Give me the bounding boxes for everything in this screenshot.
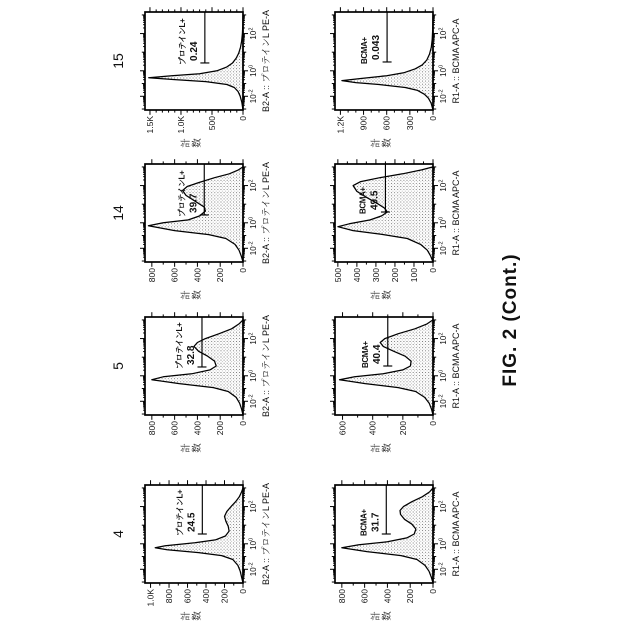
gate-name-label: BCMA+ [358,187,368,215]
x-axis-ticks [140,15,248,109]
y-axis-title: 数 [192,443,203,453]
y-tick-label: 0 [238,589,248,594]
y-tick-label: 400 [201,589,212,604]
gate-value-label: 49.5 [369,190,381,211]
y-tick-label: 800 [146,421,157,436]
y-tick-label: 600 [381,116,392,131]
y-tick-label: 600 [337,421,348,436]
y-axis-title: 数 [192,138,203,148]
plot-box [145,12,243,110]
sample-number-label: 5 [110,362,126,370]
x-axis-title: R1-A :: BCMA APC-A [451,323,461,409]
y-tick-label: 1.0K [175,116,186,134]
histogram-curve [155,488,243,583]
x-tick-label: $10^0$ [248,369,258,382]
y-axis-title: 計 [181,290,192,300]
y-axis-title: 計 [371,290,382,300]
gate-value-label: 0.24 [188,41,200,61]
histogram-plot-b5 [330,312,461,453]
gate-name-label: プロテインL+ [177,170,187,217]
y-tick-label: 0 [428,421,438,426]
y-tick-label: 600 [169,268,180,283]
y-axis-title: 数 [382,290,393,300]
x-axis-title: R1-A :: BCMA APC-A [451,18,461,104]
y-axis-title: 計 [371,138,382,148]
gate-p15 [200,12,209,63]
sample-number-label: 4 [110,530,126,538]
x-tick-label: $10^2$ [248,500,258,513]
y-tick-label: 1.0K [145,589,156,607]
y-axis-title: 数 [382,443,393,453]
y-tick-label: 800 [336,589,347,604]
histogram-plot-b4 [330,480,461,621]
y-axis-title: 数 [382,611,393,621]
x-axis-title: B2-A :: プロテインL PE-A [261,9,271,113]
histogram-plot-p4 [110,480,271,621]
x-tick-label: $10^{-2}$ [248,89,258,104]
histogram-curve [152,320,243,415]
y-tick-label: 200 [215,421,226,436]
x-axis-title: B2-A :: プロテインL PE-A [261,314,271,418]
x-tick-label: $10^{-2}$ [248,394,258,409]
y-tick-label: 1.5K [144,116,155,134]
x-tick-label: $10^{-2}$ [438,241,448,256]
y-tick-label: 400 [367,421,378,436]
histogram-plot-p14 [110,159,271,300]
gate-name-label: BCMA+ [360,341,370,368]
y-tick-label: 0 [428,268,438,273]
y-axis-ticks [150,7,243,115]
histogram-curve [149,15,243,110]
x-tick-label: $10^0$ [248,537,258,550]
gate-value-label: 31.7 [370,512,382,532]
x-tick-label: $10^0$ [248,64,258,77]
histogram-plot-p5 [110,312,271,453]
y-axis-title: 計 [181,443,192,453]
sample-number-label: 14 [110,205,126,221]
x-tick-label: $10^2$ [248,332,258,345]
x-axis-title: R1-A :: BCMA APC-A [451,491,461,577]
y-tick-label: 200 [219,589,230,604]
y-tick-label: 800 [164,589,175,604]
gate-value-label: 32.8 [185,345,197,365]
x-tick-label: $10^{-2}$ [248,241,258,256]
x-tick-label: $10^2$ [438,179,448,192]
gate-name-label: プロテインL+ [177,18,187,65]
y-tick-label: 600 [182,589,193,604]
gate-value-label: 40.4 [371,344,383,364]
histogram-curve [340,320,434,415]
y-tick-label: 300 [370,268,381,283]
gate-name-label: プロテインL+ [174,322,184,369]
y-tick-label: 800 [146,268,157,283]
x-tick-label: $10^2$ [438,332,448,345]
sample-number-label: 15 [110,53,126,69]
x-tick-label: $10^{-2}$ [438,89,448,104]
gate-name-label: BCMA+ [360,37,370,64]
y-tick-label: 0 [238,421,248,426]
y-axis-title: 計 [181,611,192,621]
y-tick-label: 100 [408,268,419,283]
gate-value-label: 24.5 [186,512,198,532]
x-tick-label: $10^0$ [438,369,448,382]
y-axis-title: 数 [382,138,393,148]
y-tick-label: 0 [428,116,438,121]
gate-name-label: プロテインL+ [175,489,185,536]
x-axis-title: B2-A :: プロテインL PE-A [261,482,271,586]
y-tick-label: 1.2K [335,116,346,134]
y-tick-label: 400 [351,268,362,283]
gate-p4 [198,485,207,534]
x-tick-label: $10^2$ [248,27,258,40]
x-tick-label: $10^0$ [438,64,448,77]
histogram-plot-p15 [110,7,271,148]
x-axis-title: B2-A :: プロテインL PE-A [261,161,271,265]
histogram-plot-b15 [330,7,461,148]
y-tick-label: 400 [192,268,203,283]
gate-name-label: BCMA+ [359,509,369,536]
y-tick-label: 600 [359,589,370,604]
histogram-curve [342,488,433,583]
gate-value-label: 0.043 [371,34,383,60]
x-tick-label: $10^2$ [438,500,448,513]
y-axis-title: 数 [192,290,203,300]
x-tick-label: $10^0$ [438,537,448,550]
y-tick-label: 500 [332,268,343,283]
y-tick-label: 300 [404,116,415,131]
y-tick-label: 400 [192,421,203,436]
figure-label: FIG. 2 (Cont.) [500,253,521,387]
plot-box [335,12,433,110]
x-axis-title: R1-A :: BCMA APC-A [451,170,461,256]
y-tick-label: 500 [206,116,217,131]
y-tick-label: 900 [358,116,369,131]
gate-b4 [382,485,391,534]
x-tick-label: $10^2$ [248,179,258,192]
y-tick-label: 0 [428,589,438,594]
x-tick-label: $10^{-2}$ [248,562,258,577]
x-tick-label: $10^0$ [438,216,448,229]
gate-b15 [383,12,392,62]
y-tick-label: 0 [238,116,248,121]
gate-value-label: 39.7 [188,193,200,213]
x-tick-label: $10^0$ [248,216,258,229]
y-axis-title: 計 [371,443,382,453]
x-tick-label: $10^{-2}$ [438,562,448,577]
y-axis-title: 数 [192,611,203,621]
y-axis-title: 計 [181,138,192,148]
y-tick-label: 200 [405,589,416,604]
x-tick-label: $10^{-2}$ [438,394,448,409]
y-axis-title: 計 [371,611,382,621]
x-tick-label: $10^2$ [438,27,448,40]
y-tick-label: 200 [397,421,408,436]
y-tick-label: 600 [169,421,180,436]
y-tick-label: 400 [382,589,393,604]
histogram-plot-b14 [330,159,461,300]
histogram-curve [148,167,243,262]
y-tick-label: 200 [215,268,226,283]
y-tick-label: 200 [389,268,400,283]
y-tick-label: 0 [238,268,248,273]
